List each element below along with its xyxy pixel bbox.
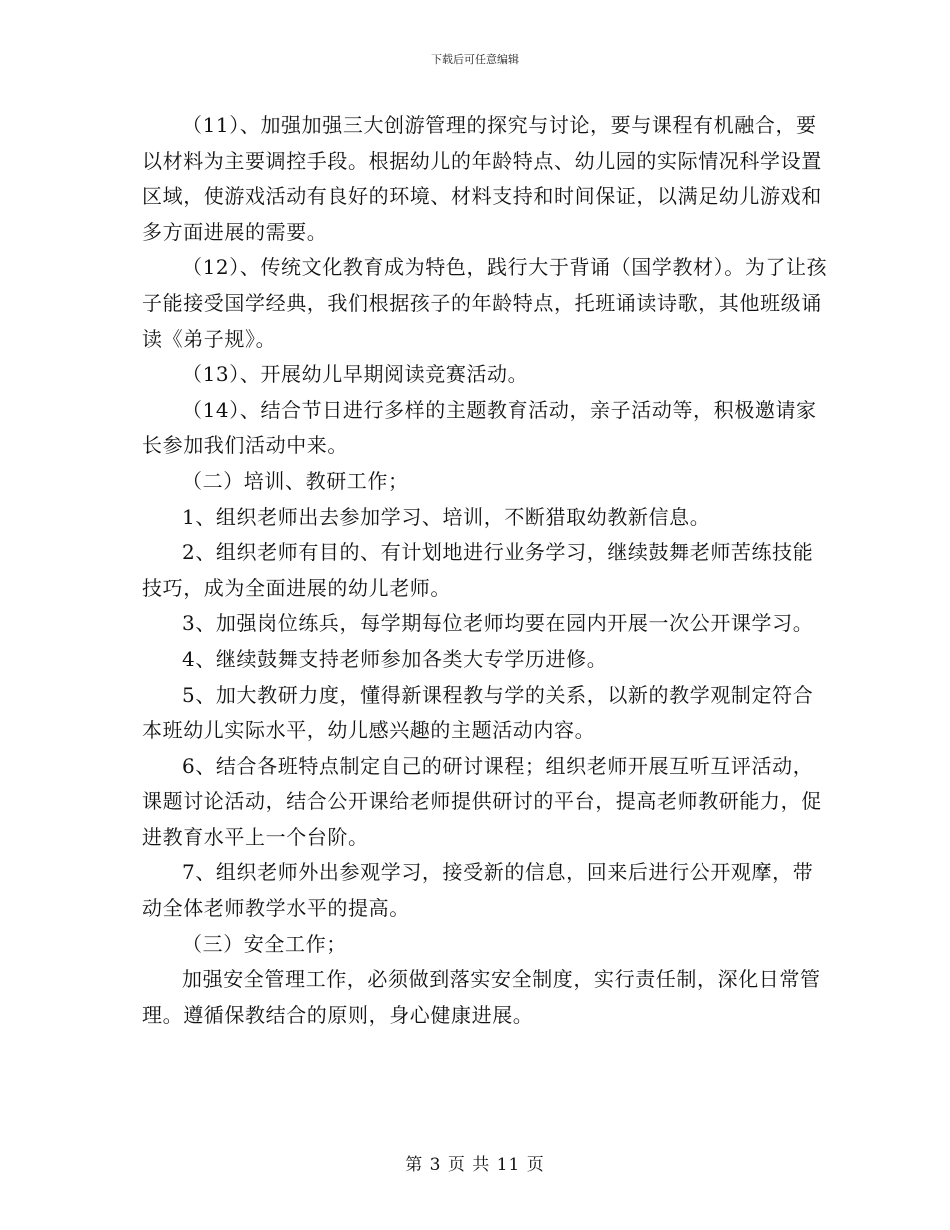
paragraph-training-3: 3、加强岗位练兵，每学期每位老师均要在园内开展一次公开课学习。 xyxy=(182,611,814,636)
section-heading-training: （二）培训、教研工作； xyxy=(182,468,409,493)
paragraph-safety: 加强安全管理工作，必须做到落实安全制度，实行责任制，深化日常管理。遵循保教结合的原则，身心健康进展。 xyxy=(142,967,821,1027)
paragraph-training-5: 5、加大教研力度，懂得新课程教与学的关系，以新的教学观制定符合本班幼儿实际水平，幼儿感兴趣的主题活动内容。 xyxy=(142,682,814,743)
paragraph-item-12: （12）、传统文化教育成为特色，践行大于背诵（国学教材）。为了让孩子能接受国学经典，我们根据孩子的年龄特点，托班诵读诗歌，其他班级诵读《弟子规》。 xyxy=(142,255,828,351)
paragraph-item-11: （11）、加强加强三大创游管理的探究与讨论，要与课程有机融合，要以材料为主要调控手段。根据幼儿的年龄特点、幼儿园的实际情况科学设置区域，使游戏活动有良好的环境、材料支持和时间保证，以满足幼儿游戏和多方面进展的需要。 xyxy=(142,113,822,244)
paragraph-item-14: （14）、结合节日进行多样的主题教育活动，亲子活动等，积极邀请家长参加我们活动中来。 xyxy=(142,397,817,458)
paragraph-training-2: 2、组织老师有目的、有计划地进行业务学习，继续鼓舞老师苦练技能技巧，成为全面进展的幼儿老师。 xyxy=(142,540,814,600)
paragraph-training-4: 4、继续鼓舞支持老师参加各类大专学历进修。 xyxy=(182,646,608,671)
document-body xyxy=(142,108,832,1033)
page-number: 第 3 页 共 11 页 xyxy=(405,1155,545,1175)
paragraph-training-1: 1、组织老师出去参加学习、培训，不断猎取幼教新信息。 xyxy=(182,504,711,529)
paragraph-training-7: 7、组织老师外出参观学习，接受新的信息，回来后进行公开观摩，带动全体老师教学水平的提高。 xyxy=(142,860,814,921)
paragraph-item-13: （13）、开展幼儿早期阅读竞赛活动。 xyxy=(182,362,529,387)
paragraph-training-6: 6、结合各班特点制定自己的研讨课程；组织老师开展互听互评活动，课题讨论活动，结合公开课给老师提供研讨的平台，提高老师教研能力，促进教育水平上一个台阶。 xyxy=(142,753,822,849)
page-header: 下载后可任意编辑 xyxy=(431,53,519,66)
section-heading-safety: （三）安全工作； xyxy=(182,931,347,956)
